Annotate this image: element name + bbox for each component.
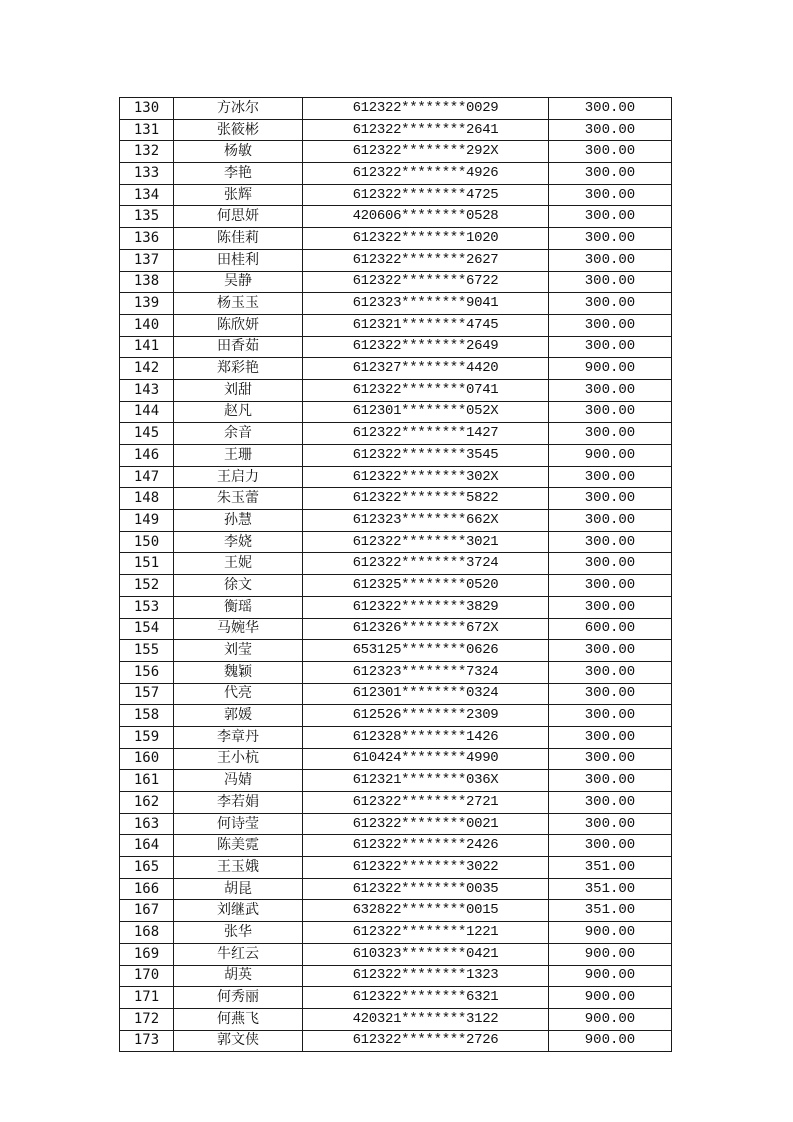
id-number-cell: 612322********3021	[303, 531, 549, 553]
name-cell: 何燕飞	[174, 1008, 303, 1030]
name-cell: 马婉华	[174, 618, 303, 640]
amount-cell: 300.00	[549, 206, 672, 228]
id-number-cell: 612322********2641	[303, 119, 549, 141]
row-number-cell: 146	[120, 445, 174, 467]
id-number-cell: 612322********2627	[303, 249, 549, 271]
table-row	[120, 748, 672, 770]
table-row	[120, 618, 672, 640]
name-cell: 余音	[174, 423, 303, 445]
name-cell: 王玉娥	[174, 857, 303, 879]
row-number-cell: 147	[120, 466, 174, 488]
table-row	[120, 401, 672, 423]
amount-cell: 300.00	[549, 835, 672, 857]
amount-cell: 300.00	[549, 423, 672, 445]
row-number-cell: 132	[120, 141, 174, 163]
id-number-cell: 612322********0035	[303, 878, 549, 900]
row-number-cell: 136	[120, 228, 174, 250]
amount-cell: 600.00	[549, 618, 672, 640]
row-number-cell: 161	[120, 770, 174, 792]
row-number-cell: 153	[120, 596, 174, 618]
table-row	[120, 1008, 672, 1030]
id-number-cell: 612322********0021	[303, 813, 549, 835]
row-number-cell: 142	[120, 358, 174, 380]
amount-cell: 300.00	[549, 531, 672, 553]
amount-cell: 351.00	[549, 900, 672, 922]
name-cell: 刘继武	[174, 900, 303, 922]
name-cell: 王珊	[174, 445, 303, 467]
amount-cell: 900.00	[549, 358, 672, 380]
id-number-cell: 612323********662X	[303, 510, 549, 532]
id-number-cell: 612322********2426	[303, 835, 549, 857]
amount-cell: 300.00	[549, 184, 672, 206]
amount-cell: 300.00	[549, 770, 672, 792]
row-number-cell: 140	[120, 314, 174, 336]
amount-cell: 351.00	[549, 857, 672, 879]
id-number-cell: 612301********0324	[303, 683, 549, 705]
id-number-cell: 612322********0029	[303, 98, 549, 120]
amount-cell: 300.00	[549, 510, 672, 532]
amount-cell: 300.00	[549, 271, 672, 293]
id-number-cell: 632822********0015	[303, 900, 549, 922]
amount-cell: 300.00	[549, 163, 672, 185]
row-number-cell: 135	[120, 206, 174, 228]
amount-cell: 300.00	[549, 813, 672, 835]
table-row	[120, 943, 672, 965]
id-number-cell: 612322********4725	[303, 184, 549, 206]
name-cell: 李若娟	[174, 792, 303, 814]
row-number-cell: 137	[120, 249, 174, 271]
id-number-cell: 612323********7324	[303, 661, 549, 683]
table-row	[120, 596, 672, 618]
table-row	[120, 141, 672, 163]
table-row	[120, 553, 672, 575]
table-row	[120, 249, 672, 271]
amount-cell: 300.00	[549, 379, 672, 401]
name-cell: 何思妍	[174, 206, 303, 228]
row-number-cell: 168	[120, 922, 174, 944]
row-number-cell: 138	[120, 271, 174, 293]
amount-cell: 300.00	[549, 705, 672, 727]
row-number-cell: 141	[120, 336, 174, 358]
id-number-cell: 420606********0528	[303, 206, 549, 228]
amount-cell: 300.00	[549, 683, 672, 705]
table-row	[120, 683, 672, 705]
row-number-cell: 144	[120, 401, 174, 423]
id-number-cell: 612322********6722	[303, 271, 549, 293]
id-number-cell: 612322********1427	[303, 423, 549, 445]
id-number-cell: 612322********2721	[303, 792, 549, 814]
row-number-cell: 149	[120, 510, 174, 532]
row-number-cell: 133	[120, 163, 174, 185]
row-number-cell: 152	[120, 575, 174, 597]
table-row	[120, 206, 672, 228]
amount-cell: 300.00	[549, 661, 672, 683]
row-number-cell: 162	[120, 792, 174, 814]
name-cell: 杨敏	[174, 141, 303, 163]
recipient-table-body	[120, 98, 672, 1052]
amount-cell: 900.00	[549, 922, 672, 944]
row-number-cell: 155	[120, 640, 174, 662]
name-cell: 陈美霓	[174, 835, 303, 857]
table-row	[120, 705, 672, 727]
id-number-cell: 612322********2726	[303, 1030, 549, 1052]
row-number-cell: 172	[120, 1008, 174, 1030]
row-number-cell: 139	[120, 293, 174, 315]
name-cell: 朱玉蕾	[174, 488, 303, 510]
name-cell: 田桂利	[174, 249, 303, 271]
table-row	[120, 835, 672, 857]
table-row	[120, 813, 672, 835]
amount-cell: 900.00	[549, 965, 672, 987]
row-number-cell: 148	[120, 488, 174, 510]
table-row	[120, 987, 672, 1009]
table-row	[120, 510, 672, 532]
amount-cell: 300.00	[549, 141, 672, 163]
table-row	[120, 878, 672, 900]
name-cell: 郑彩艳	[174, 358, 303, 380]
amount-cell: 900.00	[549, 943, 672, 965]
id-number-cell: 612322********1020	[303, 228, 549, 250]
row-number-cell: 167	[120, 900, 174, 922]
row-number-cell: 158	[120, 705, 174, 727]
name-cell: 陈佳莉	[174, 228, 303, 250]
name-cell: 李娆	[174, 531, 303, 553]
id-number-cell: 610323********0421	[303, 943, 549, 965]
name-cell: 胡昆	[174, 878, 303, 900]
id-number-cell: 612301********052X	[303, 401, 549, 423]
amount-cell: 300.00	[549, 466, 672, 488]
amount-cell: 351.00	[549, 878, 672, 900]
amount-cell: 300.00	[549, 401, 672, 423]
amount-cell: 300.00	[549, 726, 672, 748]
name-cell: 牛红云	[174, 943, 303, 965]
name-cell: 徐文	[174, 575, 303, 597]
amount-cell: 900.00	[549, 1030, 672, 1052]
row-number-cell: 169	[120, 943, 174, 965]
amount-cell: 300.00	[549, 748, 672, 770]
id-number-cell: 612322********3545	[303, 445, 549, 467]
id-number-cell: 612322********3724	[303, 553, 549, 575]
amount-cell: 300.00	[549, 575, 672, 597]
table-row	[120, 445, 672, 467]
table-row	[120, 271, 672, 293]
row-number-cell: 166	[120, 878, 174, 900]
row-number-cell: 156	[120, 661, 174, 683]
id-number-cell: 612325********0520	[303, 575, 549, 597]
table-row	[120, 314, 672, 336]
row-number-cell: 134	[120, 184, 174, 206]
row-number-cell: 143	[120, 379, 174, 401]
table-row	[120, 336, 672, 358]
table-row	[120, 770, 672, 792]
name-cell: 刘甜	[174, 379, 303, 401]
id-number-cell: 612322********2649	[303, 336, 549, 358]
name-cell: 方冰尔	[174, 98, 303, 120]
amount-cell: 900.00	[549, 987, 672, 1009]
table-row	[120, 922, 672, 944]
amount-cell: 300.00	[549, 336, 672, 358]
name-cell: 郭文侠	[174, 1030, 303, 1052]
amount-cell: 300.00	[549, 792, 672, 814]
table-row	[120, 379, 672, 401]
id-number-cell: 612321********4745	[303, 314, 549, 336]
table-row	[120, 857, 672, 879]
id-number-cell: 612322********0741	[303, 379, 549, 401]
row-number-cell: 170	[120, 965, 174, 987]
id-number-cell: 612326********672X	[303, 618, 549, 640]
row-number-cell: 130	[120, 98, 174, 120]
table-row	[120, 184, 672, 206]
id-number-cell: 612322********4926	[303, 163, 549, 185]
table-row	[120, 423, 672, 445]
amount-cell: 300.00	[549, 249, 672, 271]
row-number-cell: 159	[120, 726, 174, 748]
row-number-cell: 145	[120, 423, 174, 445]
id-number-cell: 420321********3122	[303, 1008, 549, 1030]
name-cell: 魏颖	[174, 661, 303, 683]
name-cell: 衡瑶	[174, 596, 303, 618]
row-number-cell: 131	[120, 119, 174, 141]
amount-cell: 900.00	[549, 1008, 672, 1030]
name-cell: 陈欣妍	[174, 314, 303, 336]
name-cell: 王妮	[174, 553, 303, 575]
amount-cell: 300.00	[549, 98, 672, 120]
table-row	[120, 466, 672, 488]
id-number-cell: 612321********036X	[303, 770, 549, 792]
row-number-cell: 164	[120, 835, 174, 857]
name-cell: 李章丹	[174, 726, 303, 748]
name-cell: 何诗莹	[174, 813, 303, 835]
table-row	[120, 228, 672, 250]
amount-cell: 300.00	[549, 553, 672, 575]
row-number-cell: 171	[120, 987, 174, 1009]
name-cell: 张筱彬	[174, 119, 303, 141]
table-row	[120, 119, 672, 141]
id-number-cell: 653125********0626	[303, 640, 549, 662]
row-number-cell: 173	[120, 1030, 174, 1052]
table-row	[120, 98, 672, 120]
amount-cell: 300.00	[549, 293, 672, 315]
name-cell: 王小杭	[174, 748, 303, 770]
table-row	[120, 163, 672, 185]
row-number-cell: 160	[120, 748, 174, 770]
name-cell: 王启力	[174, 466, 303, 488]
amount-cell: 300.00	[549, 119, 672, 141]
id-number-cell: 612327********4420	[303, 358, 549, 380]
row-number-cell: 163	[120, 813, 174, 835]
name-cell: 杨玉玉	[174, 293, 303, 315]
row-number-cell: 165	[120, 857, 174, 879]
amount-cell: 300.00	[549, 596, 672, 618]
table-row	[120, 661, 672, 683]
name-cell: 吴静	[174, 271, 303, 293]
table-row	[120, 358, 672, 380]
table-row	[120, 1030, 672, 1052]
amount-cell: 300.00	[549, 314, 672, 336]
table-row	[120, 640, 672, 662]
name-cell: 孙慧	[174, 510, 303, 532]
name-cell: 何秀丽	[174, 987, 303, 1009]
amount-cell: 300.00	[549, 640, 672, 662]
id-number-cell: 612322********3022	[303, 857, 549, 879]
name-cell: 李艳	[174, 163, 303, 185]
id-number-cell: 612322********3829	[303, 596, 549, 618]
id-number-cell: 612322********302X	[303, 466, 549, 488]
row-number-cell: 150	[120, 531, 174, 553]
name-cell: 胡英	[174, 965, 303, 987]
amount-cell: 300.00	[549, 488, 672, 510]
id-number-cell: 612526********2309	[303, 705, 549, 727]
name-cell: 赵凡	[174, 401, 303, 423]
id-number-cell: 612322********292X	[303, 141, 549, 163]
row-number-cell: 157	[120, 683, 174, 705]
table-row	[120, 726, 672, 748]
row-number-cell: 151	[120, 553, 174, 575]
table-row	[120, 965, 672, 987]
name-cell: 冯婧	[174, 770, 303, 792]
name-cell: 代亮	[174, 683, 303, 705]
name-cell: 张辉	[174, 184, 303, 206]
id-number-cell: 612322********1221	[303, 922, 549, 944]
row-number-cell: 154	[120, 618, 174, 640]
table-row	[120, 792, 672, 814]
name-cell: 郭媛	[174, 705, 303, 727]
name-cell: 田香茹	[174, 336, 303, 358]
name-cell: 刘莹	[174, 640, 303, 662]
name-cell: 张华	[174, 922, 303, 944]
id-number-cell: 612322********5822	[303, 488, 549, 510]
table-row	[120, 900, 672, 922]
amount-cell: 300.00	[549, 228, 672, 250]
amount-cell: 900.00	[549, 445, 672, 467]
id-number-cell: 612322********1323	[303, 965, 549, 987]
id-number-cell: 612322********6321	[303, 987, 549, 1009]
id-number-cell: 610424********4990	[303, 748, 549, 770]
recipient-table	[119, 97, 672, 1052]
id-number-cell: 612328********1426	[303, 726, 549, 748]
table-row	[120, 531, 672, 553]
table-row	[120, 293, 672, 315]
id-number-cell: 612323********9041	[303, 293, 549, 315]
table-row	[120, 575, 672, 597]
table-row	[120, 488, 672, 510]
